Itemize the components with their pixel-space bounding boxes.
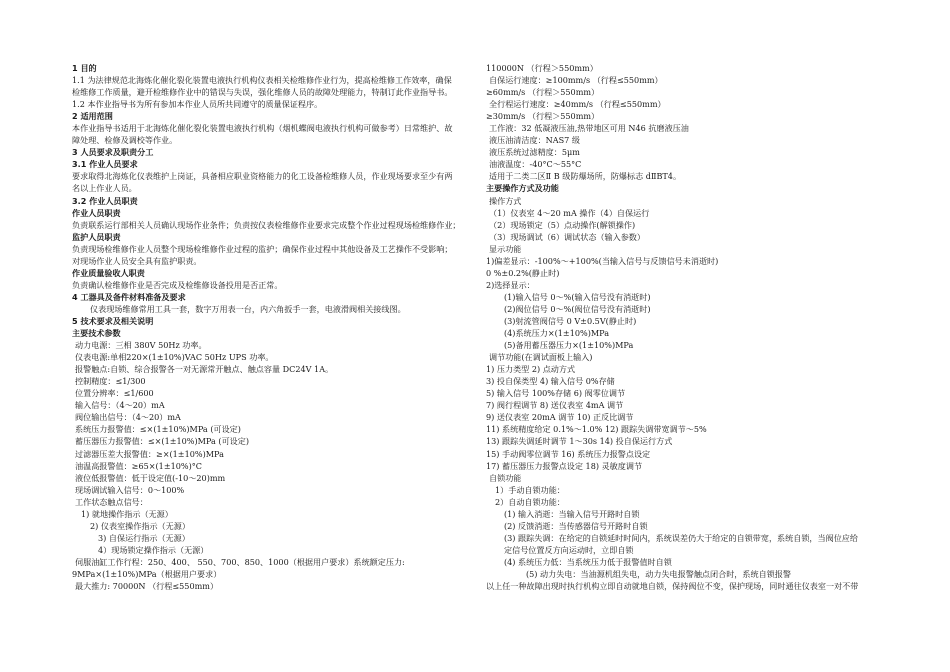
- left-text-line: 1) 就地操作指示（无源）: [81, 508, 173, 519]
- left-text-line: 油温高报警值：≥65×(1±10%)°C: [75, 460, 202, 471]
- left-text-line: 本作业指导书适用于北海炼化催化裂化装置电液执行机构（烟机蝶阀电液执行机构可做参考）日常维护、故: [72, 123, 453, 134]
- left-text-line: 9MPa×(1±10%)MPa（根据用户要求）: [72, 568, 222, 579]
- right-text-line: 油液温度：-40°C～55°C: [489, 159, 582, 170]
- right-text-line: （2）现场锁定（5）点动操作(解锁操作): [489, 219, 636, 230]
- right-text-line: (3) 跟踪失调：在给定的自锁延时时间内，系统误差仍大于给定的自锁带宽，系统自锁，当阀位应给: [504, 532, 858, 543]
- left-heading: 3 人员要求及职责分工: [72, 147, 154, 158]
- right-text-line: 0 %±0.2%(静止时): [486, 267, 560, 278]
- left-text-line: 障处理、检修及调校等作业。: [72, 135, 178, 146]
- right-text-line: (2)阀位信号 0～%(阀位信号没有消逝时): [504, 303, 651, 314]
- left-text-line: 工作状态触点信号：: [75, 496, 148, 507]
- left-text-line: 过滤器压差大报警值：≥×(1±10%)MPa: [75, 448, 224, 459]
- left-text-line: 要求取得北海炼化仪表维护上岗证，具备相应职业资格能力的化工设备检维修人员，作业现场要求至少有两: [72, 171, 453, 182]
- right-text-line: 15) 手动阀零位调节 16) 系统压力报警点设定: [486, 448, 651, 459]
- right-text-line: (5)备用蓄压器压力×(1±10%)MPa: [504, 340, 634, 351]
- right-text-line: 自锁功能: [489, 472, 522, 483]
- right-text-line: （3）现场调试（6）调试状态（输入参数）: [489, 231, 645, 242]
- left-text-line: 阀位输出信号：（4～20）mA: [75, 412, 181, 423]
- left-text-line: 负责现场检维修作业人员整个现场检维修作业过程的监护；确保作业过程中其他设备及工艺操作不受影响；: [72, 243, 453, 254]
- right-text-line: （1）仪表室 4～20 mA 操作（4）自保运行: [489, 207, 650, 218]
- right-text-line: (1) 输入消逝：当输入信号开路时自锁: [504, 508, 640, 519]
- right-text-line: 操作方式: [489, 195, 522, 206]
- right-text-line: 自保运行速度：≥100mm/s （行程≤550mm）: [489, 75, 663, 86]
- right-text-line: 液压油清洁度：NAS7 级: [489, 135, 580, 146]
- left-text-line: 最大推力: 70000N （行程≤550mm）: [75, 581, 219, 592]
- left-text-line: 输入信号：（4～20）mA: [75, 400, 165, 411]
- right-text-line: (5) 动力失电：当油源机组失电，动力失电报警触点闭合时，系统自锁报警: [526, 568, 791, 579]
- right-text-line: 以上任一种故障出现时执行机构立即自动就地自锁，保持阀位不变，保护现场，同时通往仪表室一对不带: [486, 581, 859, 592]
- left-heading: 作业人员职责: [72, 207, 121, 218]
- left-text-line: 2) 仪表室操作指示（无源）: [90, 520, 190, 531]
- right-heading: 主要操作方式及功能: [486, 183, 559, 194]
- right-text-line: 3) 投自保类型 4) 输入信号 0%存储: [486, 376, 615, 387]
- right-text-line: 工作液：32 低凝液压油,热带地区可用 N46 抗磨液压油: [489, 123, 689, 134]
- left-text-line: 动力电源：三相 380V 50Hz 功率。: [75, 340, 207, 351]
- left-heading: 作业质量验收人职责: [72, 267, 145, 278]
- right-text-line: 定信号位置反方向运动时，立即自锁: [504, 544, 634, 555]
- left-heading: 4 工器具及备件材料准备及要求: [72, 291, 186, 302]
- right-text-column: [486, 62, 894, 592]
- right-text-line: 9) 送仪表室 20mA 调节 10) 正反比调节: [486, 412, 634, 423]
- left-text-line: 4）现场锁定操作指示（无源）: [98, 544, 209, 555]
- right-text-line: 17) 蓄压器压力报警点设定 18) 灵敏度调节: [486, 460, 643, 471]
- left-text-line: 名以上作业人员。: [72, 183, 137, 194]
- left-heading: 主要技术参数: [72, 328, 121, 339]
- right-text-line: (3)射流管阀信号 0 V±0.5V(静止时): [504, 315, 637, 326]
- right-text-line: 7) 阀行程调节 8) 送仪表室 4mA 调节: [486, 400, 624, 411]
- left-heading: 2 适用范围: [72, 111, 113, 122]
- right-text-line: 110000N （行程＞550mm）: [486, 63, 598, 73]
- left-text-line: 1.2 本作业指导书为所有参加本作业人员所共同遵守的质量保证程序。: [72, 99, 323, 110]
- left-text-line: 液位低报警值：低于设定值(-10～20)mm: [75, 472, 226, 483]
- right-text-line: ≥60mm/s （行程＞550mm）: [486, 87, 600, 98]
- right-text-line: (4)系统压力×(1±10%)MPa: [504, 328, 610, 339]
- right-text-line: 1）手动自锁功能：: [495, 484, 565, 495]
- right-text-line: 液压系统过滤精度：5μm: [489, 147, 580, 158]
- right-text-line: 5) 输入信号 100%存储 6) 阀零位调节: [486, 388, 626, 399]
- left-text-line: 控制精度：≤1/300: [75, 376, 146, 387]
- left-text-line: 1.1 为法律规范北海炼化催化裂化装置电液执行机构仪表相关检维修作业行为，提高检维修工作效率，确保: [72, 75, 452, 86]
- right-text-line: 11) 系统精度给定 0.1%～1.0% 12) 跟踪失调带宽调节～5%: [486, 424, 707, 435]
- left-text-line: 报警触点:自锁、综合报警各一对无源常开触点、触点容量 DC24V 1A。: [75, 364, 334, 375]
- right-text-line: 13) 跟踪失调延时调节 1～30s 14) 投自保运行方式: [486, 436, 673, 447]
- left-heading: 3.2 作业人员职责: [72, 195, 138, 206]
- left-text-line: 对现场作业人员安全具有监护职责。: [72, 255, 202, 266]
- right-text-line: 显示功能: [489, 243, 522, 254]
- left-text-line: 负责确认检维修作业是否完成及检维修设备投用是否正常。: [72, 279, 283, 290]
- right-text-line: ≥30mm/s （行程＞550mm）: [486, 111, 600, 122]
- left-text-line: 位置分辨率：≤1/600: [75, 388, 154, 399]
- left-text-line: 蓄压器压力报警值：≤×(1±10%)MPa (可设定): [75, 436, 250, 447]
- left-text-line: 伺服油缸工作行程：250、400、 550、700、850、1000（根据用户要求）系统额定压力:: [75, 556, 405, 567]
- right-text-line: (1)输入信号 0～%(输入信号没有消逝时): [504, 291, 651, 302]
- left-heading: 3.1 作业人员要求: [72, 159, 138, 170]
- right-text-line: 1) 压力类型 2) 点动方式: [486, 364, 576, 375]
- right-text-line: 2）自动自锁功能：: [495, 496, 565, 507]
- right-text-line: 1)偏差显示：-100%～+100%(当输入信号与反馈信号未消逝时): [486, 255, 719, 266]
- left-text-line: 仪表电源:单相220×(1±10%)VAC 50Hz UPS 功率。: [75, 352, 274, 363]
- right-text-line: (2) 反馈消逝：当传感器信号开路时自锁: [504, 520, 648, 531]
- right-text-line: 全行程运行速度：≥40mm/s （行程≤550mm）: [489, 99, 666, 110]
- left-heading: 5 技术要求及相关说明: [72, 315, 154, 326]
- left-heading: 1 目的: [72, 63, 97, 73]
- left-text-column: [72, 62, 478, 592]
- left-heading: 监护人员职责: [72, 231, 121, 242]
- right-text-line: (4) 系统压力低：当系统压力低于报警值时自锁: [504, 556, 672, 567]
- left-text-line: 负责联系运行部相关人员确认现场作业条件；负责按仪表检维修作业要求完成整个作业过程现场检维修作业；: [72, 219, 461, 230]
- right-text-line: 调节功能(在调试面板上输入): [489, 352, 593, 363]
- left-text-line: 现场调试输入信号：0～100%: [75, 484, 185, 495]
- left-text-line: 3) 自保运行指示（无源）: [98, 532, 190, 543]
- left-text-line: 仪表现场维修常用工具一套，数字万用表一台，内六角扳手一套，电液滑阀相关接线图。: [90, 303, 406, 314]
- left-text-line: 系统压力报警值：≤×(1±10%)MPa (可设定): [75, 424, 241, 435]
- left-text-line: 检维修工作质量，避开检维修作业中的错误与失误，强化维修人员的故障处理能力，特制订此作业指导书。: [72, 87, 453, 98]
- right-text-line: 适用于二类二区Ⅱ B 级防爆场所，防爆标志 dⅡBT4。: [489, 171, 682, 182]
- right-text-line: 2)选择显示：: [486, 279, 535, 290]
